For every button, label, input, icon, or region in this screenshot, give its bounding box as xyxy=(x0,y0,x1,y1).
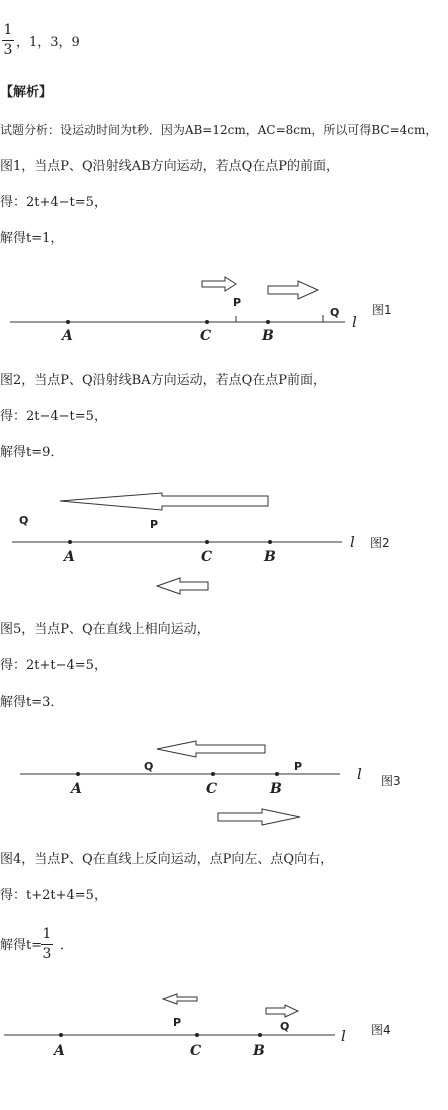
point-c-dot xyxy=(205,540,209,544)
figure-2-caption: 图2 xyxy=(370,536,390,550)
point-a-dot xyxy=(76,772,80,776)
case4-solution-fraction xyxy=(41,926,53,962)
point-b-dot xyxy=(275,772,279,776)
point-a-label: A xyxy=(54,1043,65,1059)
case4-text: 图4，当点P、Q在直线上反向运动，点P向左、点Q向右， xyxy=(0,852,334,867)
answer-fraction xyxy=(2,22,14,58)
p-direction-arrow xyxy=(202,277,236,291)
point-b-dot xyxy=(266,320,270,324)
point-c-label: C xyxy=(190,1043,202,1059)
point-c-dot xyxy=(195,1033,199,1037)
point-b-label: B xyxy=(253,1043,265,1059)
q-direction-arrow xyxy=(268,281,318,299)
point-p-label: P xyxy=(233,296,242,309)
case1-solution: 解得t=1， xyxy=(0,231,64,246)
point-b-label: B xyxy=(270,781,282,797)
q-direction-arrow xyxy=(157,741,265,757)
point-q-label: Q xyxy=(144,760,154,773)
point-c-label: C xyxy=(206,781,218,797)
point-c-dot xyxy=(205,320,209,324)
case4-solution-suffix: ． xyxy=(60,938,74,953)
line-l-label: l xyxy=(341,1027,346,1045)
point-a-label: A xyxy=(64,549,75,565)
figure-1-caption: 图1 xyxy=(372,303,392,317)
point-p-label: P xyxy=(294,760,303,773)
case4-solution-prefix: 解得t= xyxy=(0,938,43,953)
point-a-dot xyxy=(68,540,72,544)
case1-text: 图1，当点P、Q沿射线AB方向运动，若点Q在点P的前面， xyxy=(0,159,340,174)
point-c-label: C xyxy=(200,328,212,344)
point-q-label: Q xyxy=(280,1020,290,1033)
case3-equation: 得：2t+t−4=5， xyxy=(0,658,107,673)
line-l-label: l xyxy=(350,533,355,551)
case2-equation: 得：2t−4−t=5， xyxy=(0,409,107,424)
q-direction-arrow xyxy=(60,493,268,510)
case3-solution: 解得t=3． xyxy=(0,695,64,710)
case4-fraction-numerator: 1 xyxy=(42,926,52,942)
case4-fraction-denominator: 3 xyxy=(42,946,52,962)
case4-equation: 得：t+2t+4=5， xyxy=(0,888,107,903)
point-b-dot xyxy=(258,1033,262,1037)
case1-equation: 得：2t+4−t=5， xyxy=(0,195,107,210)
point-b-label: B xyxy=(262,328,274,344)
answer-fraction-denominator: 3 xyxy=(3,42,13,58)
figure-4 xyxy=(0,990,448,1065)
point-p-label: P xyxy=(150,518,159,531)
point-b-dot xyxy=(268,540,272,544)
answer-values: ，1，3，9 xyxy=(16,35,80,50)
line-l-label: l xyxy=(352,313,357,331)
analysis-heading: 【解析】 xyxy=(0,85,53,100)
figure-3 xyxy=(0,735,448,830)
p-direction-arrow xyxy=(157,578,208,594)
point-q-label: Q xyxy=(19,514,29,527)
analysis-intro: 试题分析：设运动时间为t秒．因为AB=12cm，AC=8cm，所以可得BC=4cm， xyxy=(0,123,438,137)
q-direction-arrow xyxy=(266,1005,298,1017)
case3-text: 图5，当点P、Q在直线上相向运动， xyxy=(0,622,210,637)
case2-text: 图2，当点P、Q沿射线BA方向运动，若点Q在点P前面， xyxy=(0,373,327,388)
point-c-label: C xyxy=(201,549,213,565)
point-p-label: P xyxy=(173,1016,182,1029)
point-a-label: A xyxy=(71,781,82,797)
line-l-label: l xyxy=(357,765,362,783)
point-a-dot xyxy=(66,320,70,324)
answer-fraction-numerator: 1 xyxy=(3,22,13,38)
figure-1 xyxy=(0,270,448,350)
figure-3-caption: 图3 xyxy=(381,774,401,788)
figure-4-caption: 图4 xyxy=(371,1023,391,1037)
point-b-label: B xyxy=(264,549,276,565)
p-direction-arrow xyxy=(218,809,300,825)
figure-2 xyxy=(0,485,448,595)
point-a-label: A xyxy=(62,328,73,344)
point-q-label: Q xyxy=(330,306,340,319)
case2-solution: 解得t=9． xyxy=(0,445,64,460)
point-a-dot xyxy=(59,1033,63,1037)
point-c-dot xyxy=(211,772,215,776)
p-direction-arrow xyxy=(163,994,197,1004)
